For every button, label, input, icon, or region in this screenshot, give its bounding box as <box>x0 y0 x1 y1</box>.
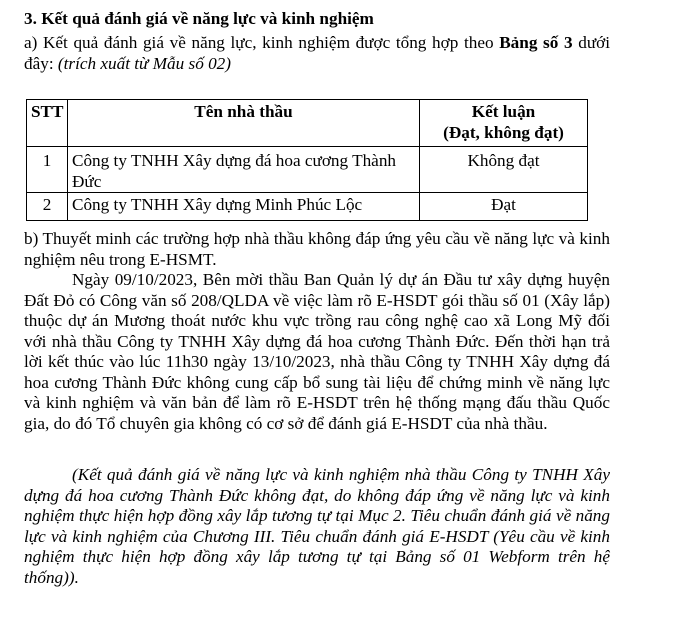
paragraph-c <box>24 270 610 434</box>
table-row <box>27 147 588 193</box>
paragraph-a-text: a) Kết quả đánh giá về năng lực, kinh nghiệm được tổng hợp theo <box>24 33 500 52</box>
row-conclusion: Không đạt <box>420 147 588 193</box>
paragraph-d <box>24 465 610 588</box>
table-reference: Bảng số 3 <box>499 33 573 52</box>
row-stt: 1 <box>27 147 68 193</box>
section-heading: 3. Kết quả đánh giá về năng lực và kinh nghiệm <box>24 9 374 28</box>
row-stt: 2 <box>27 193 68 221</box>
paragraph-d-text: (Kết quả đánh giá về năng lực và kinh nghiệm nhà thầu Công ty TNHH Xây dựng đá hoa cương Thành Đức không đạt, do không đáp ứng về năng lực và kinh nghiệm thực hiện hợp đồng xây lắp tương tự tại Mục 2. Tiêu chuẩn đánh giá về năng lực và kinh nghiệm của Chương III. Tiêu chuẩn đánh giá E-HSDT (Yêu cầu về kinh nghiệm thực hiện hợp đồng xây lắp tương tự tại Bảng số 01 Webform trên hệ thống)). <box>24 465 610 587</box>
header-conclusion-label: Kết luận <box>471 102 536 121</box>
table-row <box>27 193 588 221</box>
evaluation-table <box>26 99 588 221</box>
row-conclusion: Đạt <box>420 193 588 221</box>
paragraph-b: b) Thuyết minh các trường hợp nhà thầu không đáp ứng yêu cầu về năng lực và kinh nghiệm nêu trong E-HSMT. <box>24 229 610 269</box>
header-stt: STT <box>27 100 68 147</box>
row-contractor-name: Công ty TNHH Xây dựng đá hoa cương Thành Đức <box>68 147 420 193</box>
header-conclusion-sub: (Đạt, không đạt) <box>443 122 564 142</box>
paragraph-c-text: Ngày 09/10/2023, Bên mời thầu Ban Quản lý dự án Đầu tư xây dựng huyện Đất Đỏ có Công văn số 208/QLDA về việc làm rõ E-HSDT gói thầu số 01 (Xây lắp) thuộc dự án Mương thoát nước khu vực trồng rau công nghệ cao xã Long Mỹ đối với nhà thầu Công ty TNHH Xây dựng đá hoa cương Thành Đức. Đến thời hạn trả lời kết thúc vào lúc 11h30 ngày 13/10/2023, nhà thầu Công ty TNHH Xây dựng đá hoa cương Thành Đức không cung cấp bổ sung tài liệu để chứng minh về năng lực và kinh nghiệm và văn bản để làm rõ E-HSDT trên hệ thống mạng đấu thầu Quốc gia, do đó Tổ chuyên gia không có cơ sở để đánh giá E-HSDT của nhà thầu. <box>24 270 610 433</box>
paragraph-a <box>24 33 610 74</box>
header-contractor-name: Tên nhà thầu <box>68 100 420 147</box>
paragraph-a-text-2: dưới đây: <box>24 33 610 73</box>
table-header-row <box>27 100 588 147</box>
extract-note: (trích xuất từ Mẫu số 02) <box>57 53 231 73</box>
row-contractor-name: Công ty TNHH Xây dựng Minh Phúc Lộc <box>68 193 420 221</box>
header-conclusion <box>420 100 588 147</box>
